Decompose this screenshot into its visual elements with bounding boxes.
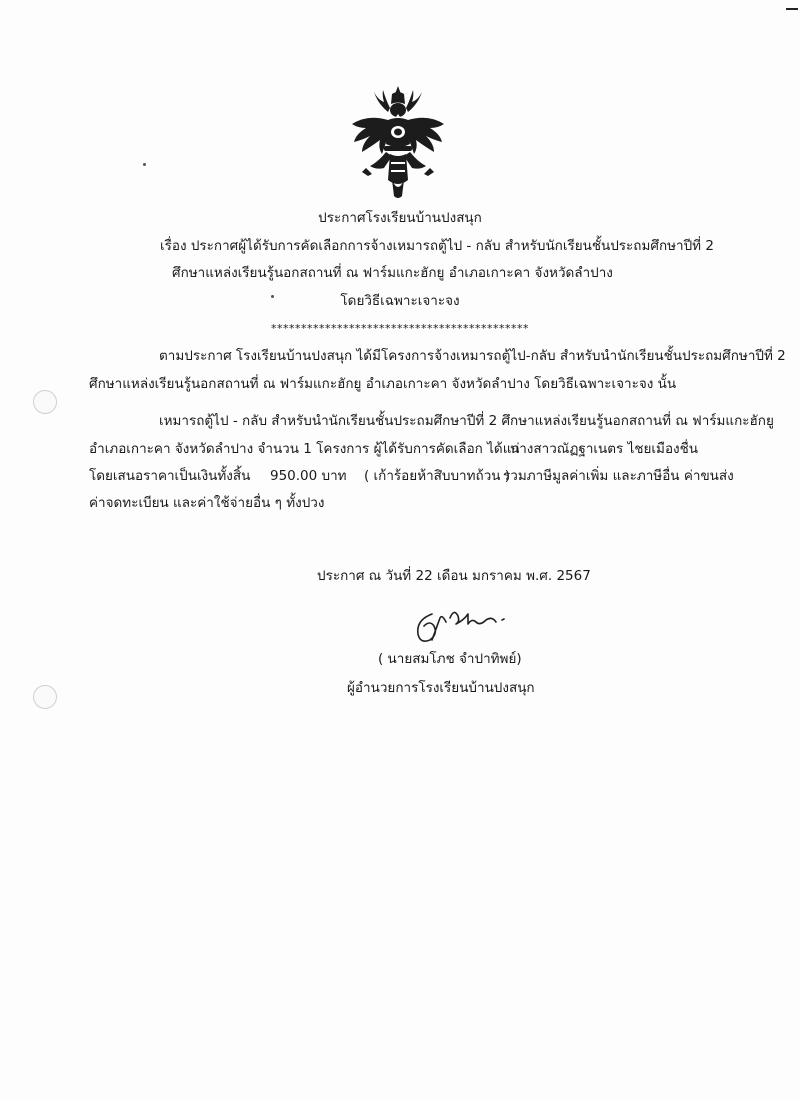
announcement-method-line: โดยวิธีเฉพาะเจาะจง xyxy=(340,293,460,309)
price-suffix: รวมภาษีมูลค่าเพิ่ม และภาษีอื่น ค่าขนส่ง xyxy=(503,468,734,484)
paragraph-2-line-4: ค่าจดทะเบียน และค่าใช้จ่ายอื่น ๆ ทั้งปวง xyxy=(89,495,325,511)
price-in-words: ( เก้าร้อยห้าสิบบาทถ้วน ) xyxy=(364,468,511,484)
paragraph-1-line-2: ศึกษาแหล่งเรียนรู้นอกสถานที่ ณ ฟาร์มแกะฮักยู อำเภอเกาะคา จังหวัดลำปาง โดยวิธีเฉพาะเจาะจง นั้น xyxy=(89,376,677,392)
separator-line: ******************************************* xyxy=(271,322,529,335)
punch-hole xyxy=(33,685,57,709)
signer-position: ผู้อำนวยการโรงเรียนบ้านปงสนุก xyxy=(347,680,535,696)
scan-speck xyxy=(143,163,146,166)
price-amount: 950.00 บาท xyxy=(270,468,347,484)
announcement-subject-line: เรื่อง ประกาศผู้ได้รับการคัดเลือกการจ้างเหมารถตู้ไป - กลับ สำหรับนักเรียนชั้นประถมศึกษาปีที่ 2 xyxy=(160,238,714,254)
announcement-date: ประกาศ ณ วันที่ 22 เดือน มกราคม พ.ศ. 2567 xyxy=(317,568,591,584)
scan-edge-mark xyxy=(786,8,798,10)
handwritten-signature xyxy=(410,604,520,650)
paragraph-1-line-1: ตามประกาศ โรงเรียนบ้านปงสนุก ได้มีโครงการจ้างเหมารถตู้ไป-กลับ สำหรับนำนักเรียนชั้นประถมศึกษาปีที่ 2 xyxy=(159,348,786,364)
announcement-location-line: ศึกษาแหล่งเรียนรู้นอกสถานที่ ณ ฟาร์มแกะฮักยู อำเภอเกาะคา จังหวัดลำปาง xyxy=(172,265,613,281)
paragraph-2-line-1: เหมารถตู้ไป - กลับ สำหรับนำนักเรียนชั้นประถมศึกษาปีที่ 2 ศึกษาแหล่งเรียนรู้นอกสถานที่ ณ ฟาร์มแกะฮักยู xyxy=(159,413,774,429)
winner-name: นางสาวณัฏฐาเนตร ไชยเมืองชื่น xyxy=(510,441,699,457)
signer-name: ( นายสมโภช จำปาทิพย์) xyxy=(378,651,522,667)
price-prefix: โดยเสนอราคาเป็นเงินทั้งสิ้น xyxy=(89,468,251,484)
announcement-org-line: ประกาศโรงเรียนบ้านปงสนุก xyxy=(318,210,482,226)
punch-hole xyxy=(33,390,57,414)
thai-garuda-emblem-icon xyxy=(348,84,448,202)
paragraph-2-line-2: อำเภอเกาะคา จังหวัดลำปาง จำนวน 1 โครงการ ผู้ได้รับการคัดเลือก ได้แก่ xyxy=(89,441,520,457)
